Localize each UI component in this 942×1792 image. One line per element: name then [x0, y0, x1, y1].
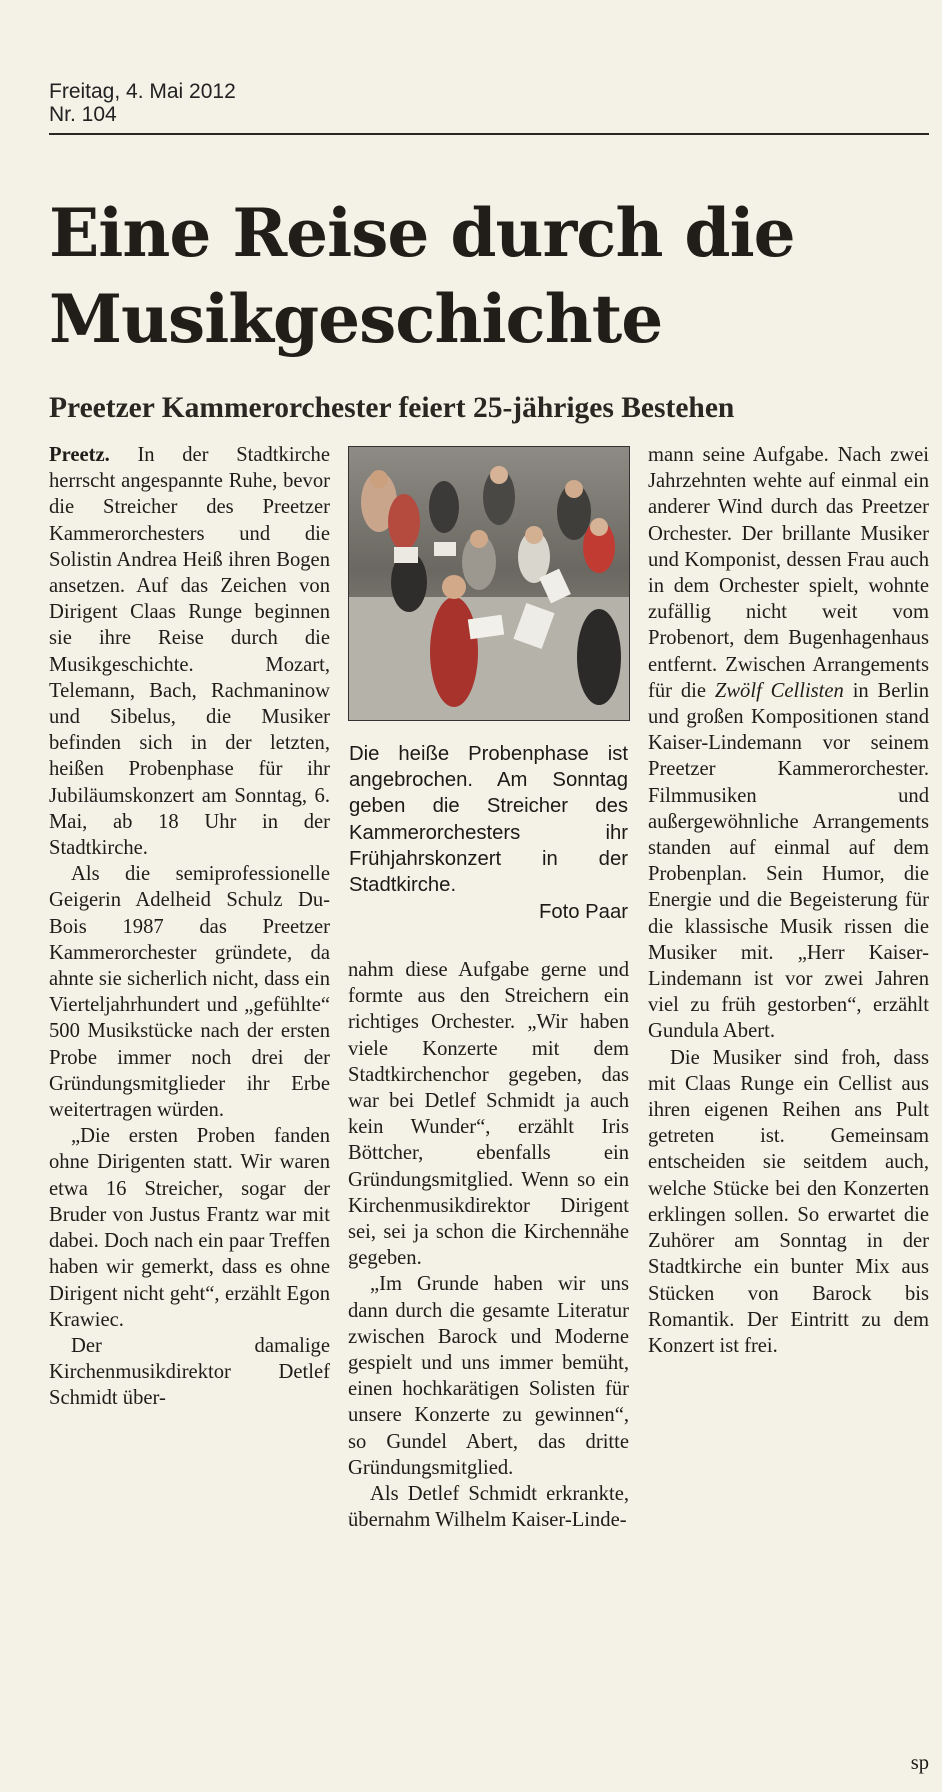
paragraph-lead — [49, 442, 330, 861]
photo-caption: Die heiße Probenphase ist angebrochen. Am Sonntag geben die Streicher des Kammerorchesters ihr Frühjahrskonzert in der Stadtkirche. — [349, 743, 628, 897]
paragraph: Die Musiker sind froh, dass mit Claas Runge ein Cellist aus ihren eigenen Reihen ans Pult getreten ist. Gemeinsam entscheiden sie seitdem auch, welche Stücke bei den Konzerten erklingen sollen. So erwartet die Zuhörer am Sonntag in der Stadtkirche ein bunter Mix aus Stücken von Barock bis Romantik. Der Eintritt zu dem Konzert ist frei. — [648, 1046, 929, 1357]
article-column-2 — [348, 957, 629, 1533]
dateline — [49, 80, 236, 126]
paragraph: „Im Grunde haben wir uns dann durch die gesamte Literatur zwischen Barock und Moderne gespielt und uns immer bemüht, einen hochkarätigen Solisten für unsere Konzerte zu gewinnen“, so Gundel Abert, das dritte Gründungsmitglied. — [348, 1273, 629, 1479]
paragraph-lead-text: In der Stadtkirche herrscht angespannte Ruhe, bevor die Streicher des Preetzer Kammerorchesters und die Solistin Andrea Heiß ihren Bogen ansetzen. Auf das Zeichen von Dirigent Claas Runge beginnen sie ihre Reise durch die Musikgeschichte. Mozart, Telemann, Bach, Rachmaninow und Sibelus, die Musiker befinden sich in der letzten, heißen Probenphase für ihr Jubiläumskonzert am Sonntag, 6. Mai, ab 18 Uhr in der Stadtkirche. — [49, 444, 330, 860]
article-headline: Eine Reise durch die Musikgeschichte — [49, 194, 795, 358]
article-column-3 — [648, 442, 929, 1359]
article-column-1 — [49, 442, 330, 1412]
paragraph: Als Detlef Schmidt erkrankte, übernahm Wilhelm Kaiser-Linde- — [348, 1483, 629, 1532]
paragraph — [648, 442, 929, 1045]
header-rule — [49, 133, 929, 135]
photo-credit: Foto Paar — [538, 901, 628, 923]
article-subheadline: Preetzer Kammerorchester feiert 25-jähriges Bestehen — [49, 392, 735, 424]
paragraph: Als die semiprofessionelle Geigerin Adelheid Schulz Du-Bois 1987 das Preetzer Kammerorchester gründete, da ahnte sie sicherlich nicht, dass ein Vierteljahrhundert und „gefühlte“ 500 Musikstücke nach der ersten Probe immer noch drei der Gründungsmitglieder ihr Erbe weitertragen würden. — [49, 863, 330, 1122]
paragraph: nahm diese Aufgabe gerne und formte aus den Streichern ein richtiges Orchester. „Wir haben viele Konzerte mit dem Stadtkirchenchor gegeben, das war bei Detlef Schmidt ja auch kein Wunder“, erzählt Iris Böttcher, ebenfalls ein Gründungsmitglied. Wenn so ein Kirchenmusikdirektor Dirigent sei, sei ja schon die Kirchennähe gegeben. — [348, 959, 629, 1270]
issue-date: Freitag, 4. Mai 2012 — [49, 80, 236, 103]
issue-number: Nr. 104 — [49, 103, 117, 126]
paragraph-text: in Berlin und großen Kompositionen stand Kaiser-Lindemann vor seinem Preetzer Kammerorchester. Filmmusiken und außergewöhnliche Arrangements standen auf einmal auf dem Probenplan. Sein Humor, die Energie und die Begeisterung für die klassische Musik rissen die Musiker mit. „Herr Kaiser-Lindemann ist vor zwei Jahren viel zu früh gestorben“, erzählt Gundula Abert. — [648, 679, 930, 1043]
paragraph: „Die ersten Proben fanden ohne Dirigenten statt. Wir waren etwa 16 Streicher, sogar der Bruder von Justus Frantz war mit dabei. Doch nach ein paar Treffen haben wir gemerkt, dass es ohne Dirigent nicht geht“, erzählt Egon Krawiec. — [49, 1125, 330, 1331]
paragraph-text: mann seine Aufgabe. Nach zwei Jahrzehnten wehte auf einmal ein anderer Wind durch das Preetzer Orchester. Der brillante Musiker und Komponist, dessen Frau auch in dem Orchester spielt, wohnte zufällig nicht weit vom Probenort, dem Bugenhagenhaus entfernt. Zwischen Arrangements für die — [648, 444, 929, 702]
author-signature: sp — [910, 1752, 929, 1774]
paragraph: Der damalige Kirchenmusikdirektor Detlef Schmidt über- — [49, 1334, 330, 1410]
ensemble-name: Zwölf Cellisten — [714, 679, 844, 702]
dateline-location: Preetz. — [49, 444, 110, 466]
orchestra-photo — [348, 446, 630, 721]
